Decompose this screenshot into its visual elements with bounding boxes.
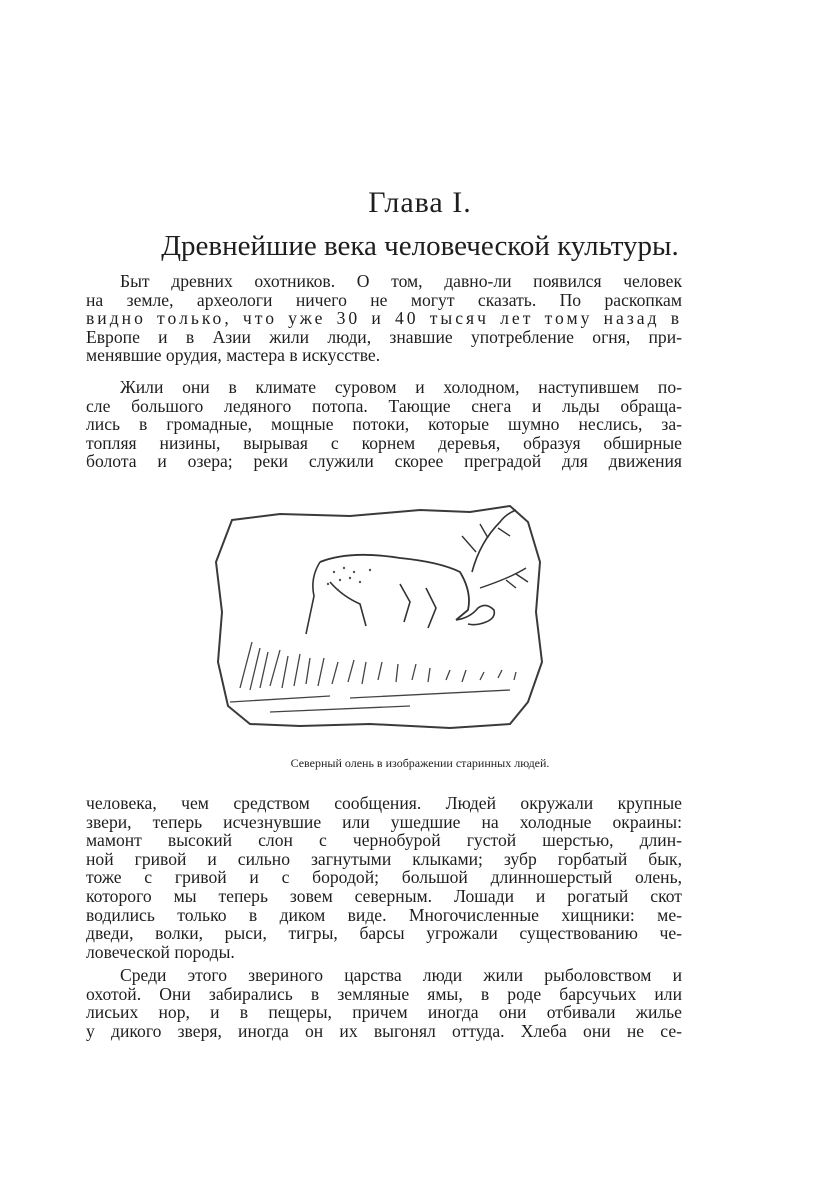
text-line: водились только в диком виде. Многочисленные хищники: ме- xyxy=(86,904,682,925)
text-line: дведи, волки, рыси, тигры, барсы угрожали существованию че- xyxy=(86,923,682,944)
text-line: Европе и в Азии жили люди, знавшие употребление огня, при- xyxy=(86,326,682,347)
chapter-subtitle: Древнейшие века человеческой культуры. xyxy=(161,230,679,262)
text-line: у дикого зверя, иногда он их выгонял оттуда. Хлеба они не се- xyxy=(86,1020,682,1041)
text-line: лисьих нор, и в пещеры, причем иногда они отбивали жилье xyxy=(86,1002,682,1023)
text-line: лись в громадные, мощные потоки, которые шумно неслись, за- xyxy=(86,414,682,435)
text-line: топляя низины, вырывая с корнем деревья, образуя обширные xyxy=(86,432,682,453)
reindeer-engraving-illustration xyxy=(210,492,555,738)
text-line: мамонт высокий слон с чернобурой густой шерстью, длин- xyxy=(86,830,682,851)
text-line: ной гривой и сильно загнутыми клыками; зубр горбатый бык, xyxy=(86,848,682,869)
text-line: охотой. Они забирались в земляные ямы, в роде барсучьих или xyxy=(86,983,682,1004)
text-line: на земле, археологи ничего не могут сказать. По раскопкам xyxy=(86,289,682,310)
text-line: болота и озера; реки служили скорее преградой для движения xyxy=(86,451,682,472)
text-line: которого мы теперь зовем северным. Лошади и рогатый скот xyxy=(86,885,682,906)
text-line: человека, чем средством сообщения. Людей окружали крупные xyxy=(86,793,682,813)
text-line: менявшие орудия, мастера в искусстве. xyxy=(86,345,381,366)
paragraph-4 xyxy=(86,966,682,1040)
text-line: тоже с гривой и с бородой; большой длинношерстый олень, xyxy=(86,867,682,888)
paragraph-3 xyxy=(86,794,682,961)
text-line: Быт древних охотников. О том, давно-ли появился человек xyxy=(120,271,682,291)
reindeer-engraving-figure xyxy=(210,492,555,738)
text-line: Жили они в климате суровом и холодном, наступившем по- xyxy=(120,377,682,397)
figure-caption: Северный олень в изображении старинных людей. xyxy=(290,756,550,770)
chapter-title: Глава I. xyxy=(368,186,472,219)
text-line: звери, теперь исчезнувшие или ушедшие на холодные окраины: xyxy=(86,811,682,832)
text-line: видно только, что уже 30 и 40 тысяч лет тому назад в xyxy=(86,308,682,329)
paragraph-1 xyxy=(86,272,682,365)
text-line: ловеческой породы. xyxy=(86,941,235,962)
text-line: сле большого ледяного потопа. Тающие снега и льды обраща- xyxy=(86,395,682,416)
text-line: Среди этого звериного царства люди жили рыболовством и xyxy=(120,965,682,985)
paragraph-2 xyxy=(86,378,682,471)
